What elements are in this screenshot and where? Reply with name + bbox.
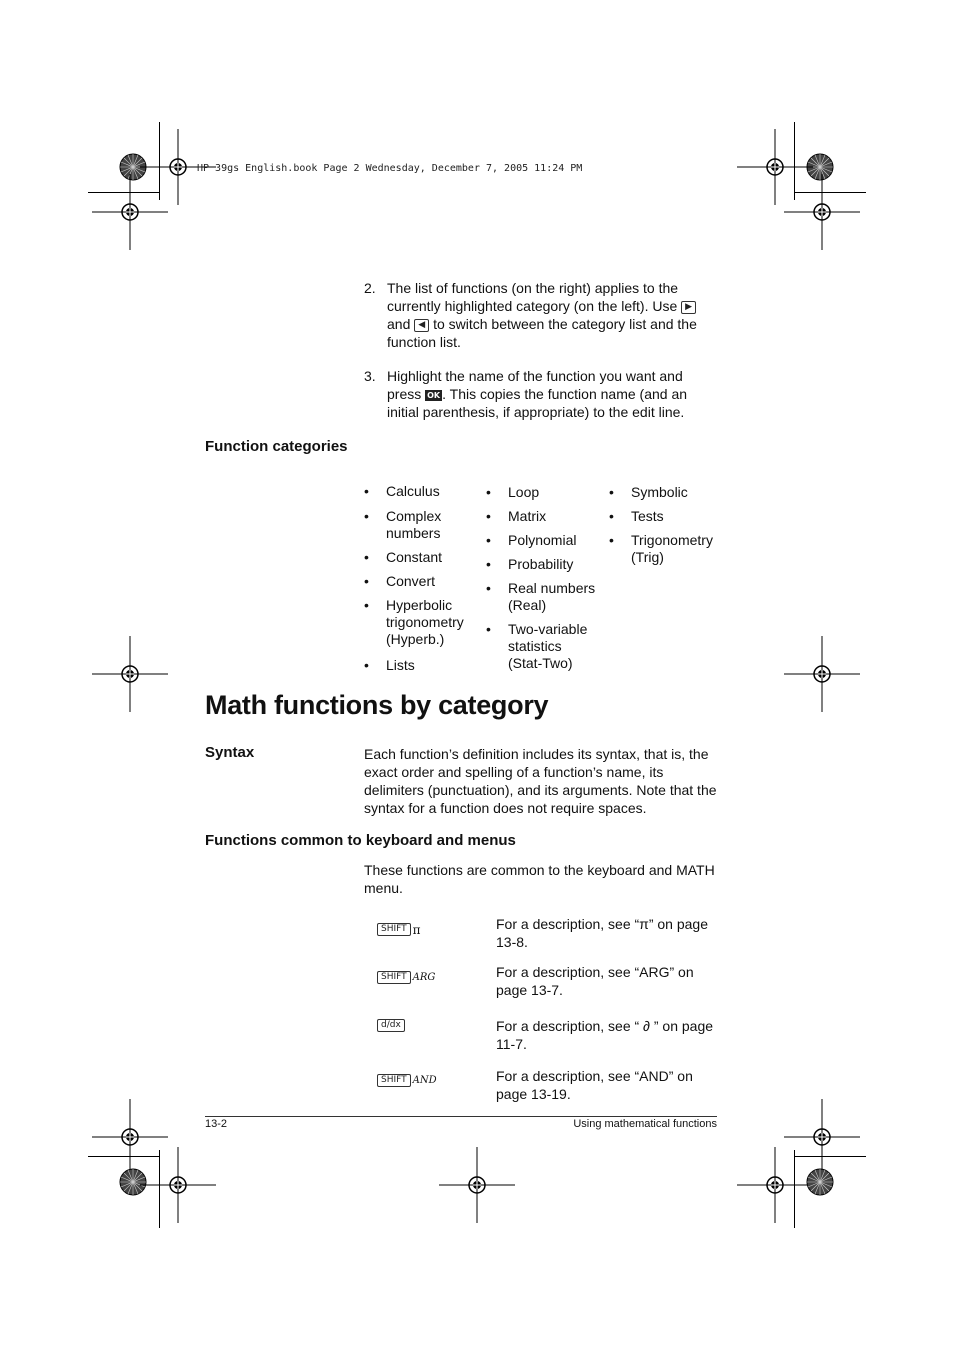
function-keys (377, 921, 421, 939)
right-arrow-key-icon: ▶ (681, 301, 696, 314)
arg-symbol: ARG (412, 972, 436, 984)
section-title: Math functions by category (205, 690, 549, 720)
left-arrow-key-icon: ◀ (414, 319, 429, 332)
category-item: • Hyperbolic trigonometry (Hyperb.) (364, 597, 464, 647)
and-symbol: AND (412, 1075, 437, 1087)
category-item: • Tests (609, 508, 664, 524)
step-text (387, 279, 720, 351)
category-item: • Probability (486, 556, 574, 572)
function-keys (377, 1072, 437, 1090)
function-description: For a description, see “AND” on page 13-19. (496, 1068, 693, 1102)
syntax-heading: Syntax (205, 744, 255, 761)
function-keys (377, 969, 435, 987)
function-description: For a description, see “ARG” on page 13-7. (496, 964, 694, 998)
function-keys (377, 1017, 405, 1035)
shift-key-icon: SHIFT (377, 1074, 411, 1087)
function-categories-heading: Function categories (205, 438, 348, 455)
step-2 (364, 279, 720, 361)
category-item: • Polynomial (486, 532, 577, 548)
syntax-paragraph: Each function’s definition includes its syntax, that is, the exact order and spelling of a function’s name, its delimiters (punctuation), and its arguments. Note that the syntax for a function does not require spaces. (364, 746, 717, 816)
category-item: • Lists (364, 657, 415, 673)
print-header: HP 39gs English.book Page 2 Wednesday, December 7, 2005 11:24 PM (197, 163, 583, 174)
step-text-part: The list of functions (on the right) applies to the currently highlighted category (on the left). Use (387, 280, 679, 314)
step-text-part: to switch between the category list and the function list. (387, 316, 697, 350)
category-item: • Complex numbers (364, 508, 442, 541)
step-text (387, 367, 720, 421)
ok-softkey-icon: OK (427, 390, 441, 400)
function-description: For a description, see “ ∂ ” on page 11-7. (496, 1018, 714, 1052)
common-functions-heading: Functions common to keyboard and menus (205, 832, 516, 849)
step-number: 3. (364, 368, 376, 384)
step-number: 2. (364, 280, 376, 296)
function-description: For a description, see “π” on page 13-8. (496, 916, 708, 950)
category-item: • Real numbers (Real) (486, 580, 596, 613)
step-text-part: . This copies the function name (and an initial parenthesis, if appropriate) to the edit line. (387, 386, 688, 420)
derivative-key-icon: d/dx (377, 1019, 405, 1032)
footer-rule (205, 1116, 717, 1117)
category-item: • Trigonometry (Trig) (609, 532, 713, 565)
shift-key-icon: SHIFT (377, 971, 411, 984)
category-item: • Loop (486, 484, 540, 500)
category-item: • Constant (364, 549, 443, 565)
chapter-title: Using mathematical functions (573, 1118, 717, 1130)
category-item: • Symbolic (609, 484, 688, 500)
common-functions-paragraph: These functions are common to the keyboard and MATH menu. (364, 862, 715, 896)
category-item: • Convert (364, 573, 436, 589)
category-item: • Calculus (364, 483, 440, 499)
shift-key-icon: SHIFT (377, 923, 411, 936)
step-text-part: and (387, 316, 411, 332)
page-number: 13-2 (205, 1118, 228, 1130)
step-3 (364, 367, 720, 423)
category-item: • Two-variable statistics (Stat-Two) (486, 621, 588, 671)
pi-symbol: π (412, 922, 421, 937)
category-item: • Matrix (486, 508, 547, 524)
step-text-part: Highlight the name of the function you want and press (387, 368, 683, 402)
